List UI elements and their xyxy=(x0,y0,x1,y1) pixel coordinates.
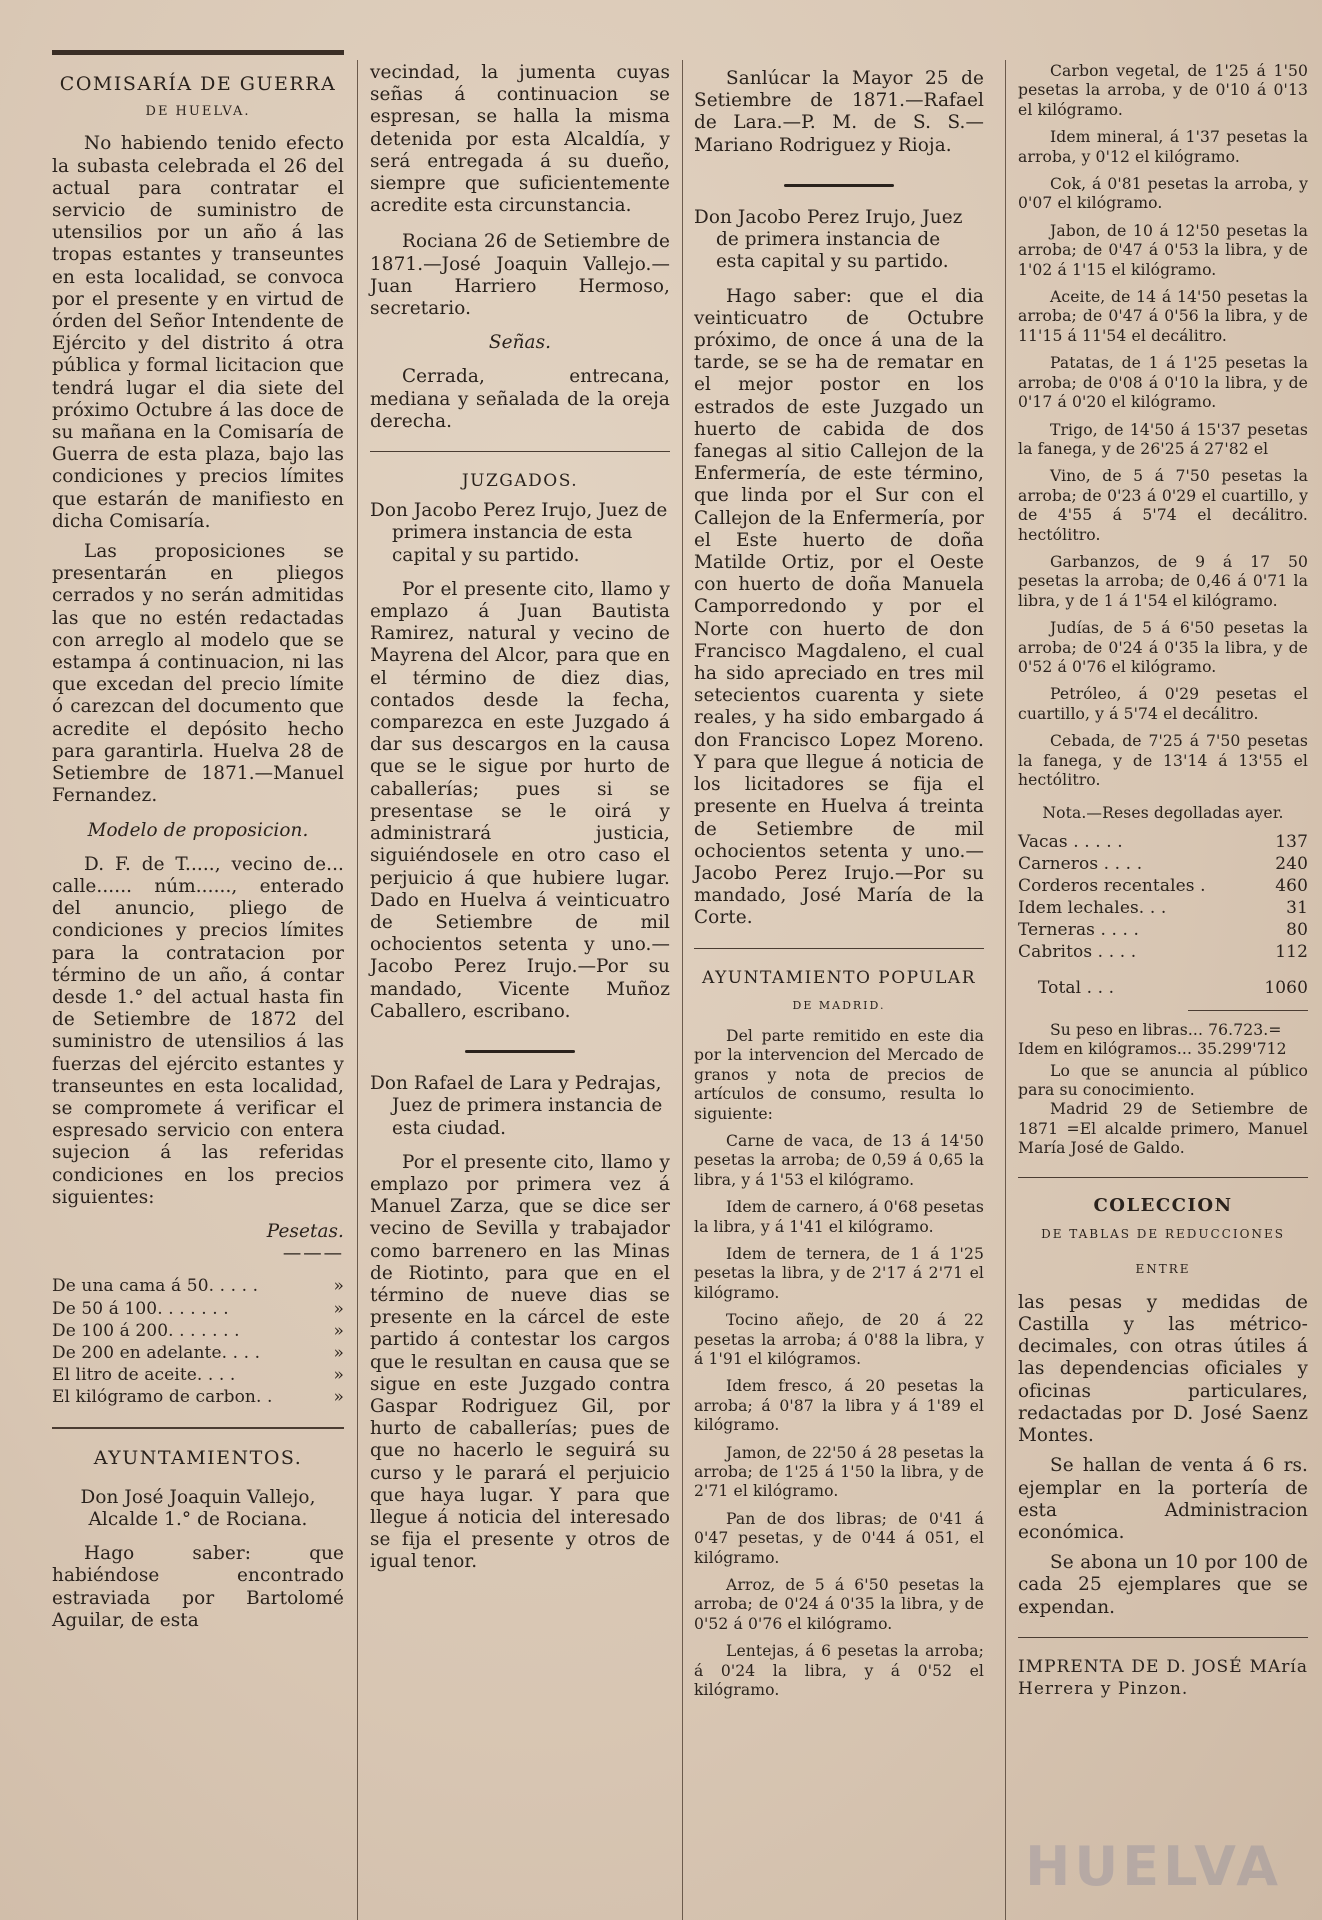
total-row: Total . . . 1060 xyxy=(1038,978,1308,999)
list-item: Patatas, de 1 á 1'25 pesetas la arroba; de 0'08 á 0'10 la libra, y de 0'17 á 0'20 el kilógramo. xyxy=(1018,354,1308,412)
column-2 xyxy=(370,50,670,1920)
signs-heading: Señas. xyxy=(488,332,552,354)
livestock-table xyxy=(1018,832,1308,1000)
section-title: AYUNTAMIENTOS. xyxy=(93,1446,303,1469)
model-heading: Modelo de proposicion. xyxy=(87,819,309,841)
list-item: Pan de dos libras; de 0'41 á 0'47 pesetas, y de 0'44 á 051, el kilógramo. xyxy=(694,1509,984,1567)
list-item: Cebada, de 7'25 á 7'50 pesetas la fanega, y de 13'14 á 13'55 el hectólitro. xyxy=(1018,732,1308,789)
dash-line: ——— xyxy=(282,1243,344,1265)
table-row: Idem lechales. . . 31 xyxy=(1018,898,1308,919)
pesetas-heading: Pesetas. xyxy=(266,1220,344,1242)
ornament-rule xyxy=(694,171,984,193)
paragraph: Rociana 26 de Setiembre de 1871.—José Joaquin Vallejo.—Juan Harriero Hermoso, secretario. xyxy=(370,231,670,320)
list-item: Idem fresco, á 20 pesetas la arroba; á 0'87 la libra y á 1'89 el kilógramo. xyxy=(694,1377,984,1435)
divider xyxy=(1018,1637,1308,1638)
section-subtitle: DE TABLAS DE REDUCCIONES xyxy=(1041,1227,1285,1242)
column-rule xyxy=(682,60,683,1920)
price-table xyxy=(52,1275,344,1408)
paragraph: D. F. de T....., vecino de... calle...... núm......, enterado del anuncio, pliego de condiciones y precios límites para la contratacion por término de un año, á contar desde 1.° del actual hasta fin de Setiembre de 1872 del suministro de utensilios á las fuerzas del ejército estantes y transeuntes en esta localidad, se compromete á verificar el espresado servicio con entera sujecion á las referidas condiciones en los precios siguientes: xyxy=(52,853,344,1208)
notice-heading: Don Jacobo Perez Irujo, Juez de primera instancia de esta capital y su partido. xyxy=(694,207,963,273)
section-subtitle: DE HUELVA. xyxy=(145,104,251,120)
divider xyxy=(52,1427,344,1429)
table-row: De 100 á 200. . . . . . . » xyxy=(52,1320,344,1341)
paragraph: Las proposiciones se presentarán en pliegos cerrados y no serán admitidas las que no estén redactadas con arreglo al modelo que se estampa á continuacion, ni las que excedan del precio límite ó carezcan del documento que acredite el depósito hecho para garantirla. Huelva 28 de Setiembre de 1871.—Manuel Fernandez. xyxy=(52,541,344,807)
section-subtitle: ENTRE xyxy=(1135,1262,1191,1277)
notice-heading: Don Rafael de Lara y Pedrajas, Juez de primera instancia de esta ciudad. xyxy=(370,1073,663,1139)
list-item: Jabon, de 10 á 12'50 pesetas la arroba; de 0'47 á 0'53 la libra, y de 1'02 á 1'15 el kilógramo. xyxy=(1018,221,1308,279)
paragraph: Por el presente cito, llamo y emplazo por primera vez á Manuel Zarza, que se dice ser vecino de Sevilla y trabajador como barrenero en las Minas de Riotinto, para que en el término de nueve dias se presente en la cárcel de este partido á contestar los cargos que le resultan en causa que se sigue en este Juzgado contra Gaspar Rodriguez Gil, por hurto de caballerías; pues de que no hacerlo le seguirá su curso y le parará el perjuicio que haya lugar. Y para que llegue á noticia del interesado se fija el presente y otros de igual tenor. xyxy=(370,1151,670,1573)
list-item: Tocino añejo, de 20 á 22 pesetas la arroba; á 0'88 la libra, y á 1'91 el kilógramos. xyxy=(694,1311,984,1369)
list-item: Vino, de 5 á 7'50 pesetas la arroba; de 0'23 á 0'29 el cuartillo, y de 4'55 á 5'74 el decálitro. hectólitro. xyxy=(1018,467,1308,544)
notice-heading: Don Jacobo Perez Irujo, Juez de primera instancia de esta capital y su partido. xyxy=(370,500,668,566)
note-heading: Nota.—Reses degolladas ayer. xyxy=(1042,804,1284,823)
list-item: Cok, á 0'81 pesetas la arroba, y 0'07 el kilógramo. xyxy=(1018,175,1308,213)
notice-heading: Don José Joaquin Vallejo, Alcalde 1.° de Rociana. xyxy=(80,1486,316,1530)
weight-line: Su peso en libras... 76.723.= xyxy=(1050,1020,1282,1039)
section-title: COLECCION xyxy=(1093,1194,1233,1216)
column-rule xyxy=(357,60,358,1920)
imprint: IMPRENTA DE D. JOSÉ MAría Herrera y Pinzon. xyxy=(1018,1656,1308,1699)
paragraph: las pesas y medidas de Castilla y las métrico-decimales, con otras útiles á las dependencias oficiales y oficinas particulares, redactadas por D. José Saenz Montes. xyxy=(1018,1291,1308,1447)
list-item: Trigo, de 14'50 á 15'37 pesetas la fanega, y de 26'25 á 27'82 el xyxy=(1018,420,1308,458)
watermark: HUELVA xyxy=(1025,1835,1282,1898)
paragraph: Lo que se anuncia al público para su conocimiento. xyxy=(1018,1061,1308,1100)
section-subtitle: DE MADRID. xyxy=(792,998,886,1012)
section-title: COMISARÍA DE GUERRA xyxy=(59,73,337,95)
list-item: Judías, de 5 á 6'50 pesetas la arroba; de 0'24 á 0'35 la libra, y de 0'52 á 0'76 el kilógramo. xyxy=(1018,619,1308,676)
column-3 xyxy=(694,50,984,1920)
paragraph: No habiendo tenido efecto la subasta celebrada el 26 del actual para contratar el servicio de suministro de utensilios por un año á las tropas estantes y transeuntes en esta localidad, se convoca por el presente y en virtud de órden del Señor Intendente de Ejército y del distrito á otra pública y formal licitacion que tendrá lugar el dia siete del próximo Octubre á las doce de su mañana en la Comisaría de Guerra de esta plaza, bajo las condiciones y precios límites que estarán de manifiesto en dicha Comisaría. xyxy=(52,133,344,532)
list-item: Idem de carnero, á 0'68 pesetas la libra, y á 1'41 el kilógramo. xyxy=(694,1198,984,1236)
table-row: De una cama á 50. . . . . » xyxy=(52,1276,344,1297)
column-rule xyxy=(1005,60,1006,1920)
table-row: El kilógramo de carbon. . » xyxy=(52,1387,344,1408)
paragraph: Sanlúcar la Mayor 25 de Setiembre de 1871.—Rafael de Lara.—P. M. de S. S.—Mariano Rodriguez y Rioja. xyxy=(694,68,984,156)
list-item: Aceite, de 14 á 14'50 pesetas la arroba; de 0'47 á 0'56 la libra, y de 11'15 á 11'54 el decálitro. xyxy=(1018,288,1308,345)
paragraph: Se abona un 10 por 100 de cada 25 ejemplares que se expendan. xyxy=(1018,1552,1308,1618)
table-row: De 200 en adelante. . . . » xyxy=(52,1342,344,1363)
paragraph: vecindad, la jumenta cuyas señas á continuacion se espresan, se halla la misma detenida por esta Alcaldía, y será entregada á su dueño, siempre que suficientemente acredite esta circunstancia. xyxy=(370,62,670,217)
paragraph: Se hallan de venta á 6 rs. ejemplar en la portería de esta Administracion económica. xyxy=(1018,1455,1308,1543)
table-row: Vacas . . . . . 137 xyxy=(1018,832,1308,853)
list-item: Arroz, de 5 á 6'50 pesetas la arroba; de 0'24 á 0'35 la libra, y de 0'52 á 0'76 el kilógramo. xyxy=(694,1576,984,1633)
top-rule xyxy=(52,50,344,55)
paragraph: Hago saber: que habiéndose encontrado estraviada por Bartolomé Aguilar, de esta xyxy=(52,1543,344,1631)
section-title: JUZGADOS. xyxy=(461,471,579,492)
list-item: Jamon, de 22'50 á 28 pesetas la arroba; de 1'25 á 1'50 la libra, y de 2'71 el kilógramo. xyxy=(694,1443,984,1501)
list-item: Idem de ternera, de 1 á 1'25 pesetas la libra, y de 2'17 á 2'71 el kilógramo. xyxy=(694,1244,984,1302)
paragraph: Por el presente cito, llamo y emplazo á Juan Bautista Ramirez, natural y vecino de Mayrena del Alcor, para que en el término de diez dias, contados desde la fecha, comparezca en este Juzgado á dar sus descargos en la causa que se le sigue por hurto de caballerías; pues si se presentase se le oirá y administrará justicia, siguiéndosele en otro caso el perjuicio á que hubiere lugar. Dado en Huelva á veinticuatro de Setiembre de mil ochocientos setenta y uno.—Jacobo Perez Irujo.—Por su mandado, Vicente Muñoz Caballero, escribano. xyxy=(370,578,670,1022)
list-item: Garbanzos, de 9 á 17 50 pesetas la arroba; de 0,46 á 0'71 la libra, y de 1 á 1'54 el kilógramo. xyxy=(1018,552,1308,610)
column-1 xyxy=(52,50,344,1920)
paragraph: Cerrada, entrecana, mediana y señalada de la oreja derecha. xyxy=(370,366,670,432)
paragraph: Hago saber: que el dia veinticuatro de Octubre próximo, de once á una de la tarde, se se ha de rematar en el mejor postor en los estrados de este Juzgado un huerto de cabida de dos fanegas al sitio Callejon de la Enfermería, de este término, que linda por el Sur con el Callejon de la Enfermería, por el Este huerto de doña Matilde Ortiz, por el Oeste con huerto de doña Manuela Camporredondo y por el Norte con huerto de don Francisco Magdaleno, el cual ha sido apreciado en tres mil setecientos cuarenta y siete reales, y ha sido embargado á don Francisco Lopez Moreno. Y para que llegue á noticia de los licitadores se fija el presente en Huelva á treinta de Setiembre de mil ochocientos setenta y uno.—Jacobo Perez Irujo.—Por su mandado, José María de la Corte. xyxy=(694,285,984,929)
table-row: Cabritos . . . . 112 xyxy=(1018,942,1308,963)
list-item: Petróleo, á 0'29 pesetas el cuartillo, y á 5'74 el decálitro. xyxy=(1018,685,1308,723)
divider xyxy=(370,451,670,452)
signature-line: Madrid 29 de Setiembre de 1871 =El alcalde primero, Manuel María José de Galdo. xyxy=(1018,1100,1308,1158)
list-item: Lentejas, á 6 pesetas la arroba; á 0'24 la libra, y á 0'52 el kilógramo. xyxy=(694,1642,984,1700)
section-title: AYUNTAMIENTO POPULAR xyxy=(702,967,976,988)
table-row: De 50 á 100. . . . . . . » xyxy=(52,1298,344,1319)
table-row: El litro de aceite. . . . » xyxy=(52,1365,344,1386)
divider xyxy=(1018,1177,1308,1178)
list-item: Idem mineral, á 1'37 pesetas la arroba, y 0'12 el kilógramo. xyxy=(1018,128,1308,166)
divider xyxy=(694,948,984,949)
list-item: Carbon vegetal, de 1'25 á 1'50 pesetas la arroba, y de 0'10 á 0'13 el kilógramo. xyxy=(1018,62,1308,119)
table-row: Terneras . . . . 80 xyxy=(1018,920,1308,941)
table-row: Carneros . . . . 240 xyxy=(1018,854,1308,875)
table-row: Corderos recentales . 460 xyxy=(1018,876,1308,897)
column-4 xyxy=(1018,50,1308,1920)
ornament-rule xyxy=(370,1037,670,1059)
paragraph: Del parte remitido en este dia por la intervencion del Mercado de granos y nota de precios de artículos de consumo, resulta lo siguiente: xyxy=(694,1026,984,1123)
list-item: Carne de vaca, de 13 á 14'50 pesetas la arroba; de 0,59 á 0,65 la libra, y á 1'53 el kilógramo. xyxy=(694,1131,984,1189)
weight-line: Idem en kilógramos... 35.299'712 xyxy=(1018,1040,1287,1059)
